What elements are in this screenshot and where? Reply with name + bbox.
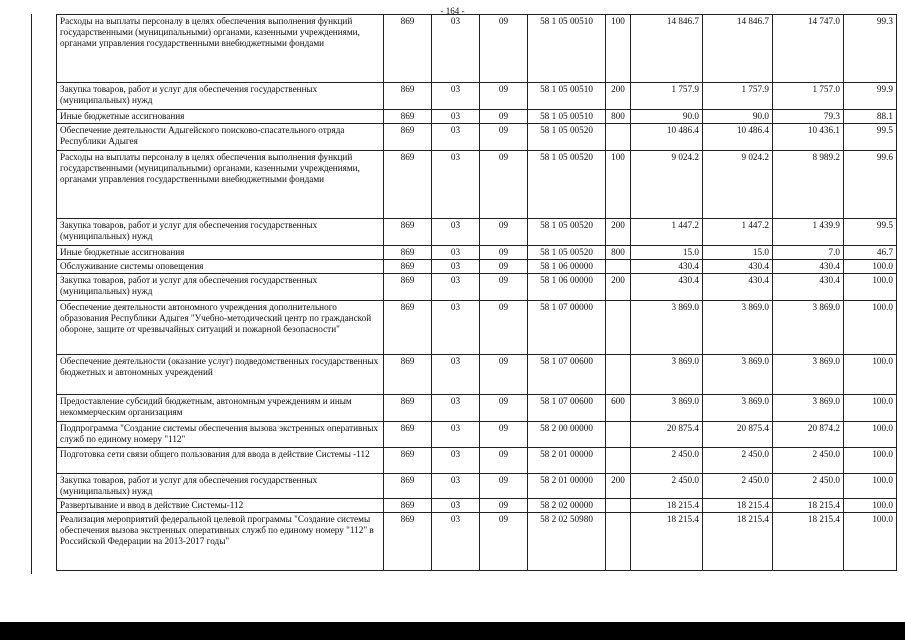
refined-amount: 2 450.0 xyxy=(703,448,773,474)
target-item-code: 58 1 07 00600 xyxy=(528,395,606,422)
execution-percent: 99.3 xyxy=(844,15,897,83)
approved-amount: 2 450.0 xyxy=(631,448,703,474)
ministry-code: 869 xyxy=(384,151,432,219)
table-row xyxy=(57,513,897,571)
target-item-code: 58 2 01 00000 xyxy=(528,448,606,474)
executed-amount: 1 757.0 xyxy=(773,83,844,110)
ministry-code: 869 xyxy=(384,246,432,260)
expense-kind-code: 200 xyxy=(606,83,631,110)
approved-amount: 1 447.2 xyxy=(631,219,703,246)
ministry-code: 869 xyxy=(384,124,432,151)
executed-amount: 1 439.9 xyxy=(773,219,844,246)
approved-amount: 14 846.7 xyxy=(631,15,703,83)
execution-percent: 100.0 xyxy=(844,499,897,513)
table-body xyxy=(57,15,897,571)
row-name: Иные бюджетные ассигнования xyxy=(57,246,384,260)
refined-amount: 3 869.0 xyxy=(703,355,773,395)
approved-amount: 1 757.9 xyxy=(631,83,703,110)
expense-kind-code xyxy=(606,355,631,395)
ministry-code: 869 xyxy=(384,260,432,274)
executed-amount: 10 436.1 xyxy=(773,124,844,151)
row-name: Подготовка сети связи общего пользования для ввода в действие Системы -112 xyxy=(57,448,384,474)
ministry-code: 869 xyxy=(384,110,432,124)
table-row xyxy=(57,355,897,395)
ministry-code: 869 xyxy=(384,395,432,422)
table-row xyxy=(57,474,897,499)
ministry-code: 869 xyxy=(384,513,432,571)
executed-amount: 3 869.0 xyxy=(773,301,844,355)
refined-amount: 430.4 xyxy=(703,260,773,274)
execution-percent: 99.5 xyxy=(844,124,897,151)
subsection-code: 09 xyxy=(480,246,528,260)
section-code: 03 xyxy=(432,83,480,110)
section-code: 03 xyxy=(432,274,480,301)
target-item-code: 58 1 05 00520 xyxy=(528,219,606,246)
executed-amount: 7.0 xyxy=(773,246,844,260)
execution-percent: 99.9 xyxy=(844,83,897,110)
section-code: 03 xyxy=(432,422,480,448)
approved-amount: 20 875.4 xyxy=(631,422,703,448)
row-name: Расходы на выплаты персоналу в целях обеспечения выполнения функций государственными (муниципальными) органами, казенными учреждениями, органами управления государственными внебюджетными фондами xyxy=(57,151,384,219)
refined-amount: 2 450.0 xyxy=(703,474,773,499)
executed-amount: 79.3 xyxy=(773,110,844,124)
executed-amount: 2 450.0 xyxy=(773,448,844,474)
subsection-code: 09 xyxy=(480,355,528,395)
ministry-code: 869 xyxy=(384,474,432,499)
refined-amount: 9 024.2 xyxy=(703,151,773,219)
target-item-code: 58 1 05 00520 xyxy=(528,124,606,151)
ministry-code: 869 xyxy=(384,219,432,246)
section-code: 03 xyxy=(432,246,480,260)
refined-amount: 18 215.4 xyxy=(703,513,773,571)
table-row xyxy=(57,448,897,474)
refined-amount: 1 447.2 xyxy=(703,219,773,246)
refined-amount: 90.0 xyxy=(703,110,773,124)
execution-percent: 100.0 xyxy=(844,513,897,571)
table-row xyxy=(57,110,897,124)
row-name: Обеспечение деятельности автономного учреждения дополнительного образования Республики Адыгея "Учебно-методический центр по гражданской обороне, защите от чрезвычайных ситуаций и пожарной безопасности" xyxy=(57,301,384,355)
target-item-code: 58 1 06 00000 xyxy=(528,274,606,301)
row-name: Развертывание и ввод в действие Системы-112 xyxy=(57,499,384,513)
approved-amount: 2 450.0 xyxy=(631,474,703,499)
expense-kind-code: 800 xyxy=(606,246,631,260)
execution-percent: 100.0 xyxy=(844,448,897,474)
refined-amount: 18 215.4 xyxy=(703,499,773,513)
executed-amount: 430.4 xyxy=(773,260,844,274)
ministry-code: 869 xyxy=(384,448,432,474)
refined-amount: 1 757.9 xyxy=(703,83,773,110)
execution-percent: 100.0 xyxy=(844,422,897,448)
subsection-code: 09 xyxy=(480,474,528,499)
row-name: Подпрограмма "Создание системы обеспечения вызова экстренных оперативных служб по единому номеру "112" xyxy=(57,422,384,448)
subsection-code: 09 xyxy=(480,422,528,448)
table-row xyxy=(57,395,897,422)
table-row xyxy=(57,274,897,301)
expense-kind-code: 200 xyxy=(606,274,631,301)
row-name: Обслуживание системы оповещения xyxy=(57,260,384,274)
refined-amount: 14 846.7 xyxy=(703,15,773,83)
subsection-code: 09 xyxy=(480,110,528,124)
refined-amount: 3 869.0 xyxy=(703,301,773,355)
section-code: 03 xyxy=(432,151,480,219)
approved-amount: 18 215.4 xyxy=(631,513,703,571)
table-row xyxy=(57,246,897,260)
section-code: 03 xyxy=(432,448,480,474)
target-item-code: 58 2 02 00000 xyxy=(528,499,606,513)
section-code: 03 xyxy=(432,355,480,395)
refined-amount: 15.0 xyxy=(703,246,773,260)
expense-kind-code xyxy=(606,124,631,151)
approved-amount: 3 869.0 xyxy=(631,395,703,422)
expense-kind-code xyxy=(606,422,631,448)
approved-amount: 3 869.0 xyxy=(631,355,703,395)
ministry-code: 869 xyxy=(384,301,432,355)
subsection-code: 09 xyxy=(480,301,528,355)
subsection-code: 09 xyxy=(480,448,528,474)
expense-kind-code: 800 xyxy=(606,110,631,124)
table-row xyxy=(57,422,897,448)
scan-bottom-edge xyxy=(0,622,905,640)
target-item-code: 58 2 02 50980 xyxy=(528,513,606,571)
row-name: Закупка товаров, работ и услуг для обеспечения государственных (муниципальных) нужд xyxy=(57,83,384,110)
table-row xyxy=(57,219,897,246)
table-row xyxy=(57,83,897,110)
table-row xyxy=(57,124,897,151)
executed-amount: 2 450.0 xyxy=(773,474,844,499)
target-item-code: 58 1 07 00600 xyxy=(528,355,606,395)
table-row xyxy=(57,151,897,219)
executed-amount: 430.4 xyxy=(773,274,844,301)
subsection-code: 09 xyxy=(480,151,528,219)
subsection-code: 09 xyxy=(480,274,528,301)
page-number: - 164 - xyxy=(440,6,465,16)
execution-percent: 100.0 xyxy=(844,274,897,301)
approved-amount: 430.4 xyxy=(631,260,703,274)
approved-amount: 10 486.4 xyxy=(631,124,703,151)
section-code: 03 xyxy=(432,499,480,513)
subsection-code: 09 xyxy=(480,395,528,422)
executed-amount: 3 869.0 xyxy=(773,355,844,395)
expense-kind-code: 100 xyxy=(606,151,631,219)
target-item-code: 58 1 05 00520 xyxy=(528,151,606,219)
approved-amount: 430.4 xyxy=(631,274,703,301)
target-item-code: 58 1 05 00510 xyxy=(528,83,606,110)
row-name: Иные бюджетные ассигнования xyxy=(57,110,384,124)
subsection-code: 09 xyxy=(480,260,528,274)
expense-kind-code xyxy=(606,301,631,355)
row-name: Обеспечение деятельности Адыгейского поисково-спасательного отряда Республики Адыгея xyxy=(57,124,384,151)
target-item-code: 58 1 06 00000 xyxy=(528,260,606,274)
ministry-code: 869 xyxy=(384,274,432,301)
approved-amount: 3 869.0 xyxy=(631,301,703,355)
table-row xyxy=(57,301,897,355)
subsection-code: 09 xyxy=(480,513,528,571)
execution-percent: 100.0 xyxy=(844,301,897,355)
section-code: 03 xyxy=(432,260,480,274)
execution-percent: 88.1 xyxy=(844,110,897,124)
row-name: Предоставление субсидий бюджетным, автономным учреждениям и иным некоммерческим организациям xyxy=(57,395,384,422)
approved-amount: 90.0 xyxy=(631,110,703,124)
section-code: 03 xyxy=(432,124,480,151)
refined-amount: 10 486.4 xyxy=(703,124,773,151)
section-code: 03 xyxy=(432,15,480,83)
budget-table xyxy=(56,14,897,571)
expense-kind-code: 600 xyxy=(606,395,631,422)
section-code: 03 xyxy=(432,395,480,422)
expense-kind-code xyxy=(606,499,631,513)
target-item-code: 58 2 01 00000 xyxy=(528,474,606,499)
executed-amount: 14 747.0 xyxy=(773,15,844,83)
subsection-code: 09 xyxy=(480,219,528,246)
expense-kind-code xyxy=(606,513,631,571)
section-code: 03 xyxy=(432,474,480,499)
subsection-code: 09 xyxy=(480,124,528,151)
section-code: 03 xyxy=(432,513,480,571)
target-item-code: 58 2 00 00000 xyxy=(528,422,606,448)
execution-percent: 100.0 xyxy=(844,474,897,499)
executed-amount: 18 215.4 xyxy=(773,513,844,571)
executed-amount: 20 874.2 xyxy=(773,422,844,448)
expense-kind-code: 200 xyxy=(606,474,631,499)
expense-kind-code: 200 xyxy=(606,219,631,246)
executed-amount: 18 215.4 xyxy=(773,499,844,513)
row-name: Закупка товаров, работ и услуг для обеспечения государственных (муниципальных) нужд xyxy=(57,474,384,499)
approved-amount: 9 024.2 xyxy=(631,151,703,219)
ministry-code: 869 xyxy=(384,355,432,395)
row-name: Закупка товаров, работ и услуг для обеспечения государственных (муниципальных) нужд xyxy=(57,219,384,246)
section-code: 03 xyxy=(432,110,480,124)
table-row xyxy=(57,499,897,513)
expense-kind-code xyxy=(606,260,631,274)
execution-percent: 100.0 xyxy=(844,395,897,422)
refined-amount: 430.4 xyxy=(703,274,773,301)
execution-percent: 99.5 xyxy=(844,219,897,246)
row-name: Закупка товаров, работ и услуг для обеспечения государственных (муниципальных) нужд xyxy=(57,274,384,301)
subsection-code: 09 xyxy=(480,83,528,110)
subsection-code: 09 xyxy=(480,499,528,513)
execution-percent: 100.0 xyxy=(844,260,897,274)
table-row xyxy=(57,15,897,83)
execution-percent: 46.7 xyxy=(844,246,897,260)
section-code: 03 xyxy=(432,219,480,246)
target-item-code: 58 1 07 00000 xyxy=(528,301,606,355)
approved-amount: 15.0 xyxy=(631,246,703,260)
expense-kind-code xyxy=(606,448,631,474)
expense-kind-code: 100 xyxy=(606,15,631,83)
target-item-code: 58 1 05 00520 xyxy=(528,246,606,260)
target-item-code: 58 1 05 00510 xyxy=(528,15,606,83)
ministry-code: 869 xyxy=(384,422,432,448)
execution-percent: 100.0 xyxy=(844,355,897,395)
ministry-code: 869 xyxy=(384,83,432,110)
ministry-code: 869 xyxy=(384,499,432,513)
ministry-code: 869 xyxy=(384,15,432,83)
row-name: Расходы на выплаты персоналу в целях обеспечения выполнения функций государственными (муниципальными) органами, казенными учреждениями, органами управления государственными внебюджетными фондами xyxy=(57,15,384,83)
row-name: Реализация мероприятий федеральной целевой программы "Создание системы обеспечения вызова экстренных оперативных служб по единому номеру "112" в Российской Федерации на 2013-2017 годы" xyxy=(57,513,384,571)
execution-percent: 99.6 xyxy=(844,151,897,219)
section-code: 03 xyxy=(432,301,480,355)
approved-amount: 18 215.4 xyxy=(631,499,703,513)
executed-amount: 3 869.0 xyxy=(773,395,844,422)
target-item-code: 58 1 05 00510 xyxy=(528,110,606,124)
refined-amount: 3 869.0 xyxy=(703,395,773,422)
refined-amount: 20 875.4 xyxy=(703,422,773,448)
row-name: Обеспечение деятельности (оказание услуг) подведомственных государственных бюджетных и автономных учреждений xyxy=(57,355,384,395)
executed-amount: 8 989.2 xyxy=(773,151,844,219)
table-row xyxy=(57,260,897,274)
subsection-code: 09 xyxy=(480,15,528,83)
left-margin-line xyxy=(31,14,32,574)
